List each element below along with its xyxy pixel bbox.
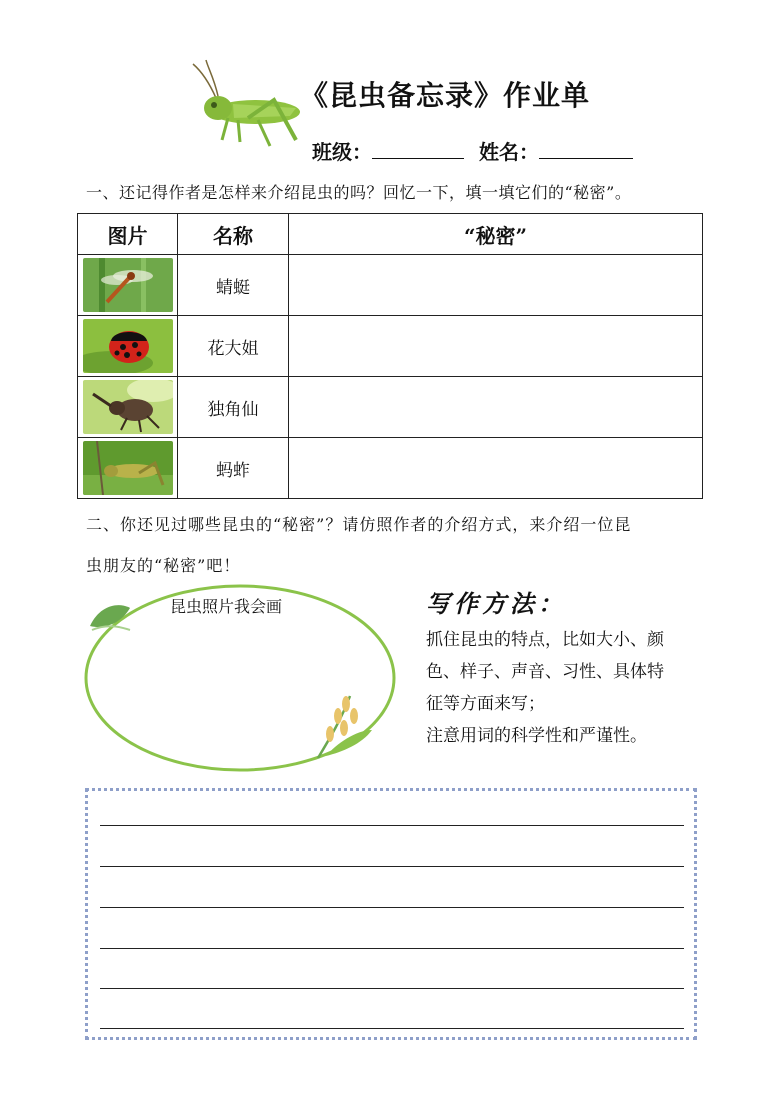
writing-line[interactable] (100, 988, 684, 989)
grasshopper-illustration-icon (178, 50, 308, 155)
name-blank[interactable] (539, 140, 633, 159)
question-2-text-line1: 二、你还见过哪些昆虫的“秘密”？请仿照作者的介绍方式，来介绍一位昆 (86, 515, 632, 534)
insect-name: 独角仙 (178, 377, 289, 438)
table-row (78, 255, 703, 316)
dragonfly-photo-icon (83, 258, 173, 312)
header-picture: 图片 (78, 214, 178, 255)
table-header-row (78, 214, 703, 255)
insect-name: 蚂蚱 (178, 438, 289, 499)
method-line: 注意用词的科学性和严谨性。 (426, 726, 647, 746)
method-line: 抓住昆虫的特点，比如大小、颜 (426, 630, 664, 650)
writing-line[interactable] (100, 825, 684, 826)
writing-box[interactable] (85, 788, 697, 1040)
name-label: 姓名： (479, 140, 539, 164)
writing-line[interactable] (100, 866, 684, 867)
table-row (78, 316, 703, 377)
method-line: 色、样子、声音、习性、具体特 (426, 662, 664, 682)
writing-method-text (426, 624, 711, 752)
ladybug-photo-icon (83, 319, 173, 373)
class-field (312, 136, 464, 165)
insect-table (77, 213, 703, 499)
table-row (78, 377, 703, 438)
secret-cell[interactable] (289, 377, 703, 438)
method-line: 征等方面来写； (426, 694, 545, 714)
drawing-area-label: 昆虫照片我会画 (170, 597, 283, 616)
secret-cell[interactable] (289, 438, 703, 499)
header-secret: “秘密” (289, 214, 703, 255)
question-2-text-line2: 虫朋友的“秘密”吧！ (86, 556, 241, 575)
secret-cell[interactable] (289, 255, 703, 316)
writing-method-title: 写作方法： (426, 589, 566, 618)
class-blank[interactable] (372, 140, 464, 159)
writing-line[interactable] (100, 1028, 684, 1029)
secret-cell[interactable] (289, 316, 703, 377)
page-title: 《昆虫备忘录》作业单 (300, 79, 591, 112)
beetle-photo-icon (83, 380, 173, 434)
question-1-text: 一、还记得作者是怎样来介绍昆虫的吗？回忆一下，填一填它们的“秘密”。 (86, 183, 632, 202)
name-field (479, 136, 633, 165)
header-name: 名称 (178, 214, 289, 255)
class-label: 班级： (312, 140, 372, 164)
writing-line[interactable] (100, 907, 684, 908)
table-row (78, 438, 703, 499)
insect-name: 花大姐 (178, 316, 289, 377)
grasshopper-photo-icon (83, 441, 173, 495)
writing-line[interactable] (100, 948, 684, 949)
insect-name: 蜻蜓 (178, 255, 289, 316)
